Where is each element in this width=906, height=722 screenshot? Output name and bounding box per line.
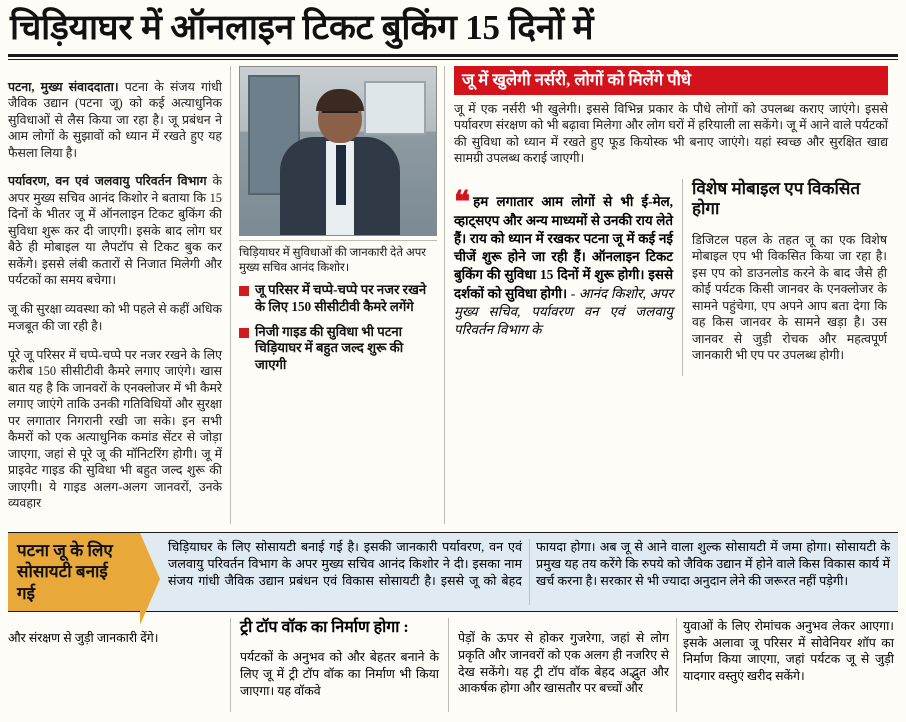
bottom-c1-text: और संरक्षण से जुड़ी जानकारी देंगे। [8,631,159,646]
headline-rule-thick [8,54,898,57]
bottom-columns [8,618,898,712]
square-bullet-icon [239,328,249,338]
photo-window [364,81,426,135]
anand-kishor-photo [239,66,437,236]
bullet-text: निजी गाइड की सुविधा भी पटना चिड़ियाघर में बहुत जल्द शुरू की जाएगी [255,323,404,372]
page-headline: चिड़ियाघर में ऑनलाइन टिकट बुकिंग 15 दिनों में [10,8,594,47]
mobile-app-heading: विशेष मोबाइल एप विकसित होगा [692,179,861,219]
bottom-column-2 [230,618,448,712]
photo-caption: चिड़ियाघर में सुविधाओं की जानकारी देते अपर मुख्य सचिव आनंद किशोर। [239,240,437,275]
story-paragraph-1 [8,79,222,162]
quote-attribution: - आनंद किशोर, अपर मुख्य सचिव, पर्यावरण वन एवं जलवायु परिवर्तन विभाग के [454,285,673,338]
dateline: पटना, मुख्य संवाददाता। [8,79,119,94]
society-strip [8,532,898,612]
story-paragraph-2-text: के अपर मुख्य सचिव आनंद किशोर ने बताया कि 15 दिनों के भीतर जू में ऑनलाइन टिकट बुकिंग की सुविधा शुरू कर दी जाएगी। इसके बाद लोग घर बैठे ही मोबाइल या लैपटॉप से टिकट बुक कर सकेंगे। इससे लंबी कतारों से निजात मिलेगी और पर्यटकों का समय बचेगा। [8,174,222,288]
nursery-body: जू में एक नर्सरी भी खुलेगी। इससे विभिन्न प्रकार के पौधे लोगों को उपलब्ध कराए जाएंगे। इससे पर्यावरण संरक्षण को भी बढ़ावा मिलेगा और लोग घरों में हरियाली ला सकेंगे। जू में आने वाले पर्यटकों की सुविधा को ध्यान में रखते हुए फूड कियोस्क भी बनाए जाएंगे। यहां स्वच्छ और सुरक्षित खाद्य सामग्री उपलब्ध कराई जाएगी। [454,101,888,166]
bullet-text: जू परिसर में चप्पे-चप्पे पर नजर रखने के लिए 150 सीसीटीवी कैमरे लगेंगे [255,282,427,314]
quote-text: हम लगातार आम लोगों से भी ई-मेल, व्हाट्सएप और अन्य माध्यमों से उनकी राय लेते हैं। राय को ध्यान में रखकर पटना जू में कई नई चीजें शुरू होने जा रही हैं। ऑनलाइन टिकट बुकिंग की सुविधा 15 दिनों में शुरू होगी। इससे दर्शकों को सुविधा होगी। [454,193,673,301]
photo-block [239,66,437,275]
tree-top-walk-heading: ट्री टॉप वॉक का निर्माण होगा : [240,618,409,636]
photo-person-glasses [322,111,358,120]
quote-mark-icon: ❝ [454,185,471,219]
column-middle [230,66,444,524]
bullet-list [239,282,436,373]
society-body: चिड़ियाघर के लिए सोसायटी बनाई गई है। इसकी जानकारी पर्यावरण, वन एवं जलवायु परिवर्तन विभाग के अपर मुख्य सचिव आनंद किशोर ने दी। इसका नाम संजय गांधी जैविक उद्यान प्रबंधन एवं विकास सोसायटी है। इससे जू को बेहद फायदा होगा। अब जू से आने वाला शुल्क सोसायटी में जमा होगा। सोसायटी के प्रमुख यह तय करेंगे कि रुपये को जैविक उद्यान में होने वाले किस विकास कार्य में खर्च करना है। सरकार से भी ज्यादा अनुदान लेने की जरूरत नहीं पड़ेगी। [168,540,890,588]
main-columns [8,66,898,524]
tree-top-walk-body: पर्यटकों के अनुभव को और बेहतर बनाने के लिए जू में ट्री टॉप वॉक का निर्माण भी किया जाएगा। यह वॉकवे [240,650,439,698]
nursery-banner: जू में खुलेगी नर्सरी, लोगों को मिलेंगे पौधे [454,66,888,95]
quote-block [454,179,682,376]
mobile-app-body: डिजिटल पहल के तहत जू का एक विशेष मोबाइल एप भी विकसित किया जा रहा है। इस एप को डाउनलोड करने के बाद जैसे ही कोई पर्यटक किसी जानवर के एनक्लोजर के सामने पहुंचेगा, एप अपने आप बता देगा कि वह किस जानवर के सामने खड़ा है। उस जानवर से जुड़ी रोचक और महत्वपूर्ण जानकारी भी एप पर उपलब्ध होगी। [692,232,887,363]
bottom-c3-body: युवाओं के लिए रोमांचक अनुभव लेकर आएगा। इसके अलावा जू परिसर में सोवेनियर शॉप का निर्माण किया जाएगा, जहां पर्यटक जू से जुड़ी यादगार वस्तुएं खरीद सकेंगे। [683,618,894,683]
square-bullet-icon [239,286,249,296]
mobile-app-block [682,179,887,376]
headline-rule-thin [8,59,898,60]
list-item [239,324,436,374]
bottom-column-3 [448,618,894,712]
bottom-c2-body: पेड़ों के ऊपर से होकर गुजरेगा, जहां से लोग प्रकृति और जानवरों को एक अलग ही नजरिए से देख सकेंगे। यह ट्री टॉप वॉक बेहद अद्भुत और आकर्षक होगा और खासतौर पर बच्चों और [458,631,669,696]
story-paragraph-2 [8,173,222,289]
list-item [239,282,436,315]
society-tag: पटना जू के लिए सोसायटी बनाई गई [8,533,140,611]
bottom-column-1 [8,618,230,712]
photo-person-tie [336,145,346,205]
quote-paragraph [454,185,673,340]
dept-lead: पर्यावरण, वन एवं जलवायु परिवर्तन विभाग [8,174,207,189]
right-subcolumns [454,179,888,376]
story-paragraph-3: जू की सुरक्षा व्यवस्था को भी पहले से कहीं अधिक मजबूत की जा रही है। [8,302,222,333]
story-paragraph-1-text: पटना के संजय गांधी जैविक उद्यान (पटना जू) को कई अत्याधुनिक सुविधाओं से लैस किया जा रहा है। जू प्रबंधन ने आम लोगों के सुझावों को ध्यान में रखते हुए यह फैसला लिया है। [8,79,222,160]
column-right [444,66,888,524]
column-left [8,66,230,524]
story-paragraph-4: पूरे जू परिसर में चप्पे-चप्पे पर नजर रखने के लिए करीब 150 सीसीटीवी कैमरे लगाए जाएंगे। खास बात यह है कि जानवरों के एनक्लोजर में भी कैमरे लगाए जाएंगे ताकि उनकी गतिविधियों और सुरक्षा पर लगातार निगरानी रखी जा सके। इन सभी कैमरों को एक अत्याधुनिक कमांड सेंटर से जोड़ा जाएगा, जहां से पूरे जू की मॉनिटरिंग होगी। जू में प्राइवेट गाइड की सुविधा भी बहुत जल्द शुरू की जाएगी। ये गाइड अलग-अलग जानवरों, उनके व्यवहार [8,347,222,511]
